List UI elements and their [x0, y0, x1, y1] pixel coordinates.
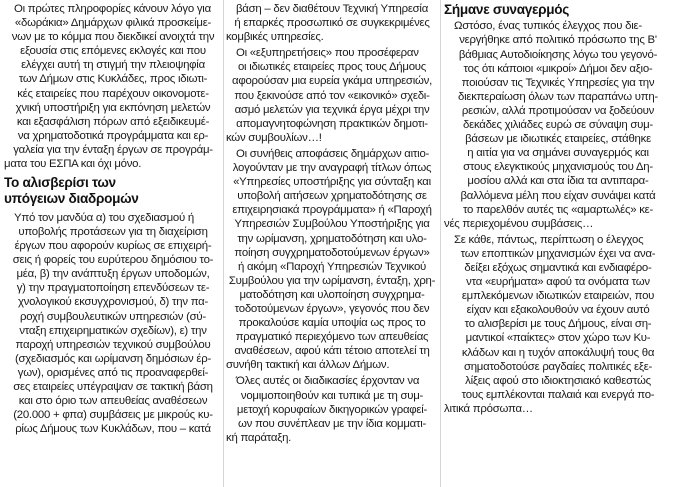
- column-1-subheading: [4, 175, 222, 206]
- text-line: τοδοτούμενων έργων», γεγονός που δεν: [234, 302, 430, 315]
- article-column-2: [226, 2, 438, 445]
- text-line: γ) την πραγματοποίηση επενδύσεων τε-: [16, 282, 210, 295]
- text-line: Όλες αυτές οι διαδικασίες έρχονταν να: [236, 375, 420, 388]
- text-line: νταξη επιχειρηματικών σχεδίων), ε) την: [19, 324, 207, 337]
- text-line: ασμό μελετών για τεχνικά έργα μέχρι την: [234, 103, 430, 116]
- text-line: ροχή συμβουλευτικών υπηρεσιών (σύ-: [20, 310, 206, 323]
- text-line: λίξεις αφού στο ιδιοκτησιακό καθεστώς: [465, 374, 651, 387]
- column-divider: [223, 0, 224, 487]
- text-line: και στο όριο των απευθείας αναθέσεων: [18, 395, 208, 408]
- text-line: ποιούσαν τις Τεχνικές Υπηρεσίες για την: [461, 76, 655, 89]
- text-line: υποβολής προτάσεων για τη διαχείριση: [18, 226, 208, 238]
- article-column-3: [444, 2, 672, 416]
- text-line: Οι συνήθεις αποφάσεις δημάρχων αιτιο-: [236, 147, 430, 160]
- text-line: βαλλόμενα μέλη που είχαν συνάψει κατά: [460, 189, 656, 202]
- text-line: δεκάδες χιλιάδες ευρώ σε σύναψη συμ-: [463, 119, 653, 132]
- text-line: σεις ή φορείς του ευρύτερου δημόσιου το-: [12, 254, 214, 267]
- column-1-paragraph-1: [4, 2, 222, 171]
- text-line: πραγματικό περιεχόμενο των απευθείας: [235, 331, 429, 344]
- text-line: το αλισβερίσι με τους Δήμους, είναι ση-: [464, 318, 652, 331]
- text-line: χνολογικού εκσυγχρονισμού, δ) την πα-: [17, 296, 209, 309]
- text-line: νεργήθηκε από πολιτικό πρόσωπο της Β': [459, 34, 657, 47]
- column-3-paragraph-2: [444, 233, 672, 416]
- text-line: να χρηματοδοτικά προγράμματα και ερ-: [17, 129, 209, 142]
- text-line: «Υπηρεσίες υποστήριξης για σύνταξη και: [233, 176, 431, 189]
- column-3-paragraph-1: [444, 19, 672, 230]
- text-line: Οι πρώτες πληροφορίες κάνουν λόγο για: [14, 3, 211, 15]
- text-line: προκαλούσε καμία υποψία ως προς το: [238, 317, 426, 330]
- text-line: (20.000 + φπα) συμβάσεις με μικρούς κυ-: [13, 409, 213, 422]
- text-line: ματα του ΕΣΠΑ και όχι μόνο.: [4, 158, 142, 171]
- text-line: ρίως Δήμους των Κυκλάδων, που – κατά: [15, 423, 211, 436]
- text-line: συνήθη τακτική και άλλων Δήμων.: [226, 359, 390, 372]
- column-2-paragraph-4: [226, 374, 438, 444]
- text-line: Σε κάθε, πάντως, περίπτωση ο έλεγχος: [454, 233, 644, 246]
- text-line: στους ελεγκτικούς μηχανισμούς του Δη-: [463, 161, 653, 174]
- text-line: νομιμοποιηθούν και τυπικά με τη συμ-: [240, 389, 424, 402]
- text-line: χνική υποστήριξη για εκπόνηση μελετών: [15, 101, 211, 114]
- text-line: Υπό τον μανδύα α) του σχεδιασμού ή: [14, 211, 194, 224]
- text-line: σες εταιρείες υπέγραψαν σε τακτική βάση: [13, 381, 213, 394]
- article-column-1: [4, 2, 222, 436]
- column-3-heading: [444, 2, 672, 17]
- text-line: γαλεία για την ένταξη έργων σε προγράμ-: [13, 143, 213, 156]
- text-line: σηματοδοτούσε ραγδαίες πολιτικές εξε-: [463, 360, 653, 373]
- text-line: Ωστόσο, ένας τυπικός έλεγχος που διε-: [454, 20, 642, 33]
- text-line: τους εμπλέκονται παλαιά και ενεργά πο-: [461, 388, 655, 401]
- subheading-line: Σήμανε συναγερμός: [444, 2, 570, 17]
- text-line: νές περιεχομένου συμβάσεις…: [444, 217, 594, 230]
- text-line: βάθμιας Αυτοδιοίκησης λόγω του γεγονό-: [458, 48, 658, 61]
- text-line: γων), ορισμένες από τις προαναφερθεί-: [17, 366, 209, 379]
- text-line: εξουσία στις επόμενες εκλογές και που: [20, 45, 206, 58]
- text-line: και εξασφάλιση πόρων από εξειδικευμέ-: [16, 115, 210, 128]
- text-line: ελέγχει αυτή τη στιγμή την πλειοψηφία: [21, 59, 205, 72]
- text-line: παροχή υπηρεσιών τεχνικού συμβούλου: [15, 338, 211, 351]
- text-line: βάση – δεν διαθέτουν Τεχνική Υπηρεσία: [235, 3, 429, 15]
- text-line: έργων που αφορούν κυρίως σε επιχειρή-: [14, 240, 212, 253]
- text-line: διεκπεραίωση όλων των παραπάνω υπη-: [458, 90, 658, 103]
- text-line: απομαγνητοφώνηση πρακτικών δημοτι-: [236, 117, 428, 130]
- text-line: Οι «εξυπηρετήσεις» που προσέφεραν: [236, 47, 419, 60]
- text-line: ή ακόμη «Παροχή Υπηρεσιών Τεχνικού: [237, 260, 427, 273]
- text-line: μέα, β) την ανάπτυξη έργων υποδομών,: [16, 268, 210, 281]
- text-line: κομβικές υπηρεσίες.: [226, 31, 324, 44]
- subheading-line: υπόγειων διαδρομών: [4, 190, 139, 206]
- text-line: ντα «ευρήματα» αφού τα ονόματα των: [466, 276, 650, 289]
- text-line: αφορούσαν μια ευρεία γκάμα υπηρεσιών,: [231, 75, 432, 88]
- column-2-paragraph-1: [226, 2, 438, 44]
- text-line: βάσεων με ιδιωτικές εταιρείες, στάθηκε: [465, 133, 651, 146]
- text-line: μαντικοί «παίκτες» στον χώρο των Κυ-: [465, 332, 651, 345]
- text-line: (σχεδιασμός και ωρίμανση δημόσιων έρ-: [14, 352, 212, 365]
- text-line: Συμβούλου για την ωρίμανση, ένταξη, χρη-: [228, 274, 436, 287]
- text-line: μετοχή κορυφαίων δικηγορικών γραφεί-: [236, 403, 428, 416]
- text-line: ρεσιών, αλλά προτιμούσαν να ξοδεύουν: [461, 104, 655, 117]
- text-line: νων με το κόμμα που διεκδικεί ανοιχτά την: [11, 31, 215, 44]
- text-line: των Δήμων στις Κυκλάδες, προς ιδιωτι-: [18, 73, 208, 86]
- text-line: ματοδότηση και υλοποίηση συγχρημα-: [239, 288, 425, 301]
- text-line: αναθέσεων, αφού κάτι τέτοιο αποτελεί τη: [234, 345, 430, 358]
- text-line: δείξει εξόχως σημαντικά και ενδιαφέρο-: [464, 261, 652, 274]
- text-line: η αιτία για να σημάνει συναγερμός και: [467, 147, 649, 160]
- text-line: κές εταιρείες που παρέχουν οικονομοτε-: [17, 87, 209, 100]
- text-line: είχαν και εξακολουθούν να έχουν αυτό: [466, 304, 650, 317]
- text-line: ων που συνέπλεαν με την ίδια κομματι-: [237, 417, 427, 430]
- column-divider: [440, 0, 441, 487]
- text-line: λογούνταν με την αναγραφή τίτλων όπως: [232, 162, 432, 175]
- text-line: ποίηση συγχρηματοδοτούμενων έργων»: [234, 246, 430, 259]
- text-line: που ξεκινούσε από τον «εικονικό» σχεδι-: [234, 89, 430, 102]
- text-line: υποβολή αιτήσεων χρηματοδότησης σε: [237, 190, 427, 203]
- text-line: την ωρίμανση, χρηματοδότηση και υλο-: [237, 232, 427, 245]
- text-line: κών συμβουλίων…!: [226, 131, 322, 144]
- text-line: οι ιδιωτικές εταιρείες προς τους Δήμους: [237, 61, 427, 74]
- subheading-line: Το αλισβερίσι των: [4, 175, 116, 191]
- text-line: επιχειρησιακά προγράμματα» ή «Παροχή: [232, 204, 432, 217]
- text-line: εμπλεκόμενων ιδιωτικών εταιρειών, που: [461, 290, 655, 303]
- column-2-paragraph-3: [226, 147, 438, 373]
- text-line: το παρελθόν αυτές τις «αμαρτωλές» κε-: [462, 203, 654, 216]
- text-line: των εποπτικών μηχανισμών έχει να ανα-: [460, 247, 656, 260]
- text-line: λιτικά πρόσωπα…: [444, 402, 533, 415]
- text-line: τος ότι κάποιοι «μικροί» Δήμοι δεν αξιο-: [463, 62, 653, 75]
- text-line: Υπηρεσιών Συμβούλου Υποστήριξης για: [234, 218, 430, 231]
- text-line: κή παράταξη.: [226, 431, 292, 444]
- column-2-paragraph-2: [226, 46, 438, 145]
- text-line: κλάδων και η τυχόν αποκάλυψή τους θα: [461, 346, 655, 359]
- column-1-paragraph-2: [4, 211, 222, 437]
- text-line: «δωράκια» Δημάρχων φιλικά προσκείμε-: [14, 17, 212, 30]
- text-line: ή επαρκές προσωπικό σε συγκεκριμένες: [234, 17, 430, 30]
- text-line: μοσίου αλλά και στα ίδια τα αντιπαρα-: [467, 175, 649, 188]
